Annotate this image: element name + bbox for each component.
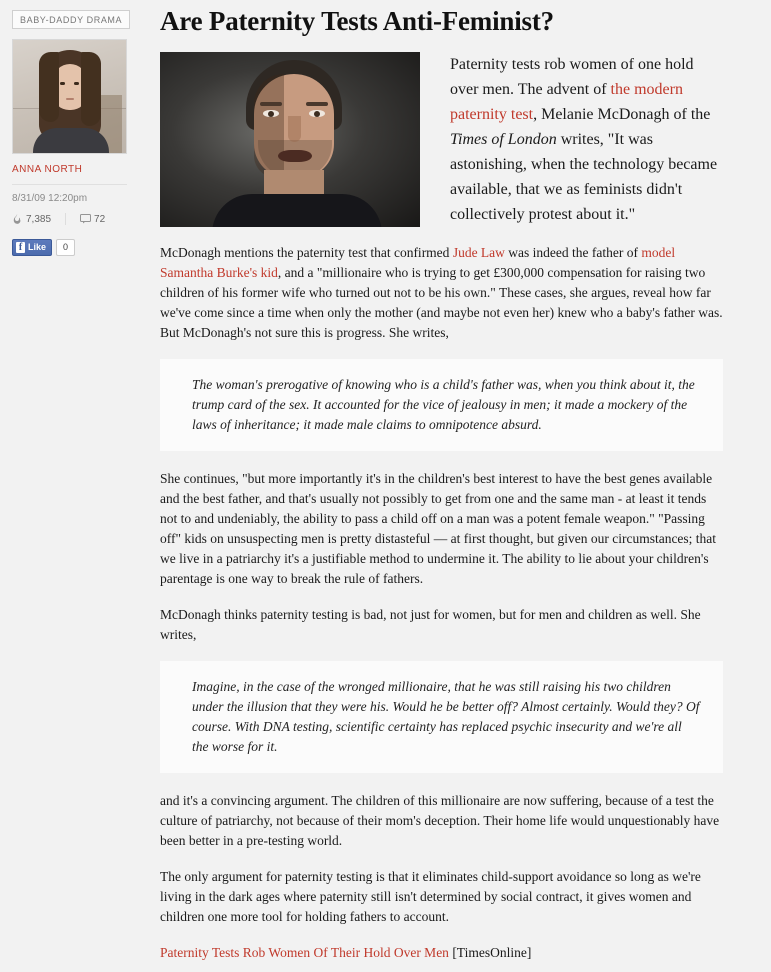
photo-brow-right bbox=[306, 102, 328, 106]
p1-part-b: was indeed the father of bbox=[504, 245, 642, 260]
category-tag[interactable]: BABY-DADDY DRAMA bbox=[12, 10, 130, 29]
facebook-like-count: 0 bbox=[56, 239, 75, 256]
source-line bbox=[160, 943, 723, 963]
flame-icon bbox=[12, 214, 22, 224]
facebook-f-icon: f bbox=[16, 242, 25, 253]
photo-brow-left bbox=[260, 102, 282, 106]
samantha-burke-link[interactable]: model Samantha Burke's kid bbox=[160, 245, 676, 280]
times-of-london-italic: Times of London bbox=[450, 131, 557, 148]
photo-shirt bbox=[212, 194, 382, 227]
avatar-hair-left bbox=[39, 52, 59, 122]
blockquote-2-rest: , in the case of the wronged millionaire, that he was still raising his two children under the illusion that they were his. Would he be better off? Almost certainly. Would they? Of course. With DNA testing, scientific certainty has replaced psychic insecurity and we're all the worse for it. bbox=[192, 679, 700, 754]
avatar-mouth bbox=[66, 98, 74, 100]
blockquote-2-lead-word: Imagine bbox=[192, 679, 237, 694]
facebook-like-widget bbox=[12, 239, 145, 256]
lede-text-part2: , Melanie McDonagh of the bbox=[533, 106, 711, 123]
facebook-like-button[interactable] bbox=[12, 239, 52, 256]
post-timestamp: 8/31/09 12:20pm bbox=[12, 193, 88, 204]
paragraph-2: She continues, "but more importantly it's in the children's best interest to have the best genes available and the best father, and that's usually not possibly to get from one and the same man - at least it tends not to and undeniably, the ability to pass a child off on a man was a potent female weapon." "Passing off" kids on unsuspecting men is pretty distasteful — at first thought, but given our circumstances; that we live in a patriarchy it's a justifiable method to undermine it. The ability to lie about your children's parentage is one way to break the rule of fathers. bbox=[160, 471, 717, 586]
article-lead-photo bbox=[160, 52, 420, 227]
page-title: Are Paternity Tests Anti-Feminist? bbox=[160, 6, 554, 36]
facebook-like-label: Like bbox=[28, 242, 47, 252]
lede-text-part3: writes, "It was astonishing, when the technology became available, that we as feminists didn't collectively protest about it." bbox=[450, 131, 718, 223]
source-link[interactable]: Paternity Tests Rob Women Of Their Hold Over Men bbox=[160, 945, 449, 960]
p1-part-c: , and a "millionaire who is trying to get £300,000 compensation for raising two children of his former wife who turned out not to be his own." These cases, she argues, reveal how far we've come since a time when only the mother (and maybe not even her) knew who a baby's father was. But McDonagh's not sure this is progress. She writes, bbox=[160, 265, 723, 340]
views-stat bbox=[12, 214, 51, 225]
lede-block bbox=[160, 52, 723, 227]
avatar-eye-right bbox=[74, 82, 79, 85]
paragraph-3: McDonagh thinks paternity testing is bad, not just for women, but for men and children as well. She writes, bbox=[160, 607, 701, 642]
p1-part-a: McDonagh mentions the paternity test that confirmed bbox=[160, 245, 453, 260]
avatar-shoulders bbox=[33, 128, 109, 154]
source-suffix: [TimesOnline] bbox=[448, 945, 532, 960]
author-name[interactable]: ANNA NORTH bbox=[12, 164, 127, 185]
paragraph-1 bbox=[160, 243, 723, 343]
paragraph-4: and it's a convincing argument. The children of this millionaire are now suffering, because of a test the culture of patriarchy, not because of their mom's deception. Their home life would unquestionably have been better in a pre-testing world. bbox=[160, 793, 720, 848]
paragraph-5: The only argument for paternity testing is that it eliminates child-support avoidance so long as we're living in the dark ages where paternity still isn't determined by social contract, it gives women and children one more tool for holding fathers to account. bbox=[160, 869, 701, 924]
comments-count: 72 bbox=[94, 213, 106, 225]
lede-text-part1: Paternity tests rob women of one hold over men. The advent of bbox=[450, 56, 694, 98]
author-avatar bbox=[12, 39, 127, 154]
article-sidebar bbox=[0, 0, 145, 972]
views-count: 7,385 bbox=[26, 213, 52, 225]
photo-mouth bbox=[278, 150, 312, 162]
blockquote-2 bbox=[160, 661, 723, 773]
avatar-hair-right bbox=[81, 52, 101, 126]
blockquote-1 bbox=[160, 359, 723, 451]
photo-pupil-left bbox=[268, 111, 274, 117]
avatar-eye-left bbox=[60, 82, 65, 85]
comments-stat[interactable] bbox=[80, 214, 105, 225]
article-text bbox=[160, 243, 723, 963]
photo-nose bbox=[288, 116, 301, 142]
lede-paragraph bbox=[450, 52, 723, 227]
stats-divider bbox=[65, 213, 66, 225]
post-stats bbox=[12, 213, 145, 225]
modern-paternity-test-link[interactable]: the modern paternity test bbox=[450, 81, 683, 123]
jude-law-link[interactable]: Jude Law bbox=[452, 245, 505, 260]
blockquote-2-text bbox=[192, 677, 701, 757]
blockquote-1-text: The woman's prerogative of knowing who is a child's father was, when you think about it, the trump card of the sex. It accounted for the vice of jealousy in men; it made a mockery of the laws of inheritance; it made male claims to omnipotence absurd. bbox=[192, 377, 695, 432]
comment-bubble-icon bbox=[80, 214, 90, 224]
photo-pupil-right bbox=[314, 111, 320, 117]
article-body bbox=[145, 0, 771, 972]
